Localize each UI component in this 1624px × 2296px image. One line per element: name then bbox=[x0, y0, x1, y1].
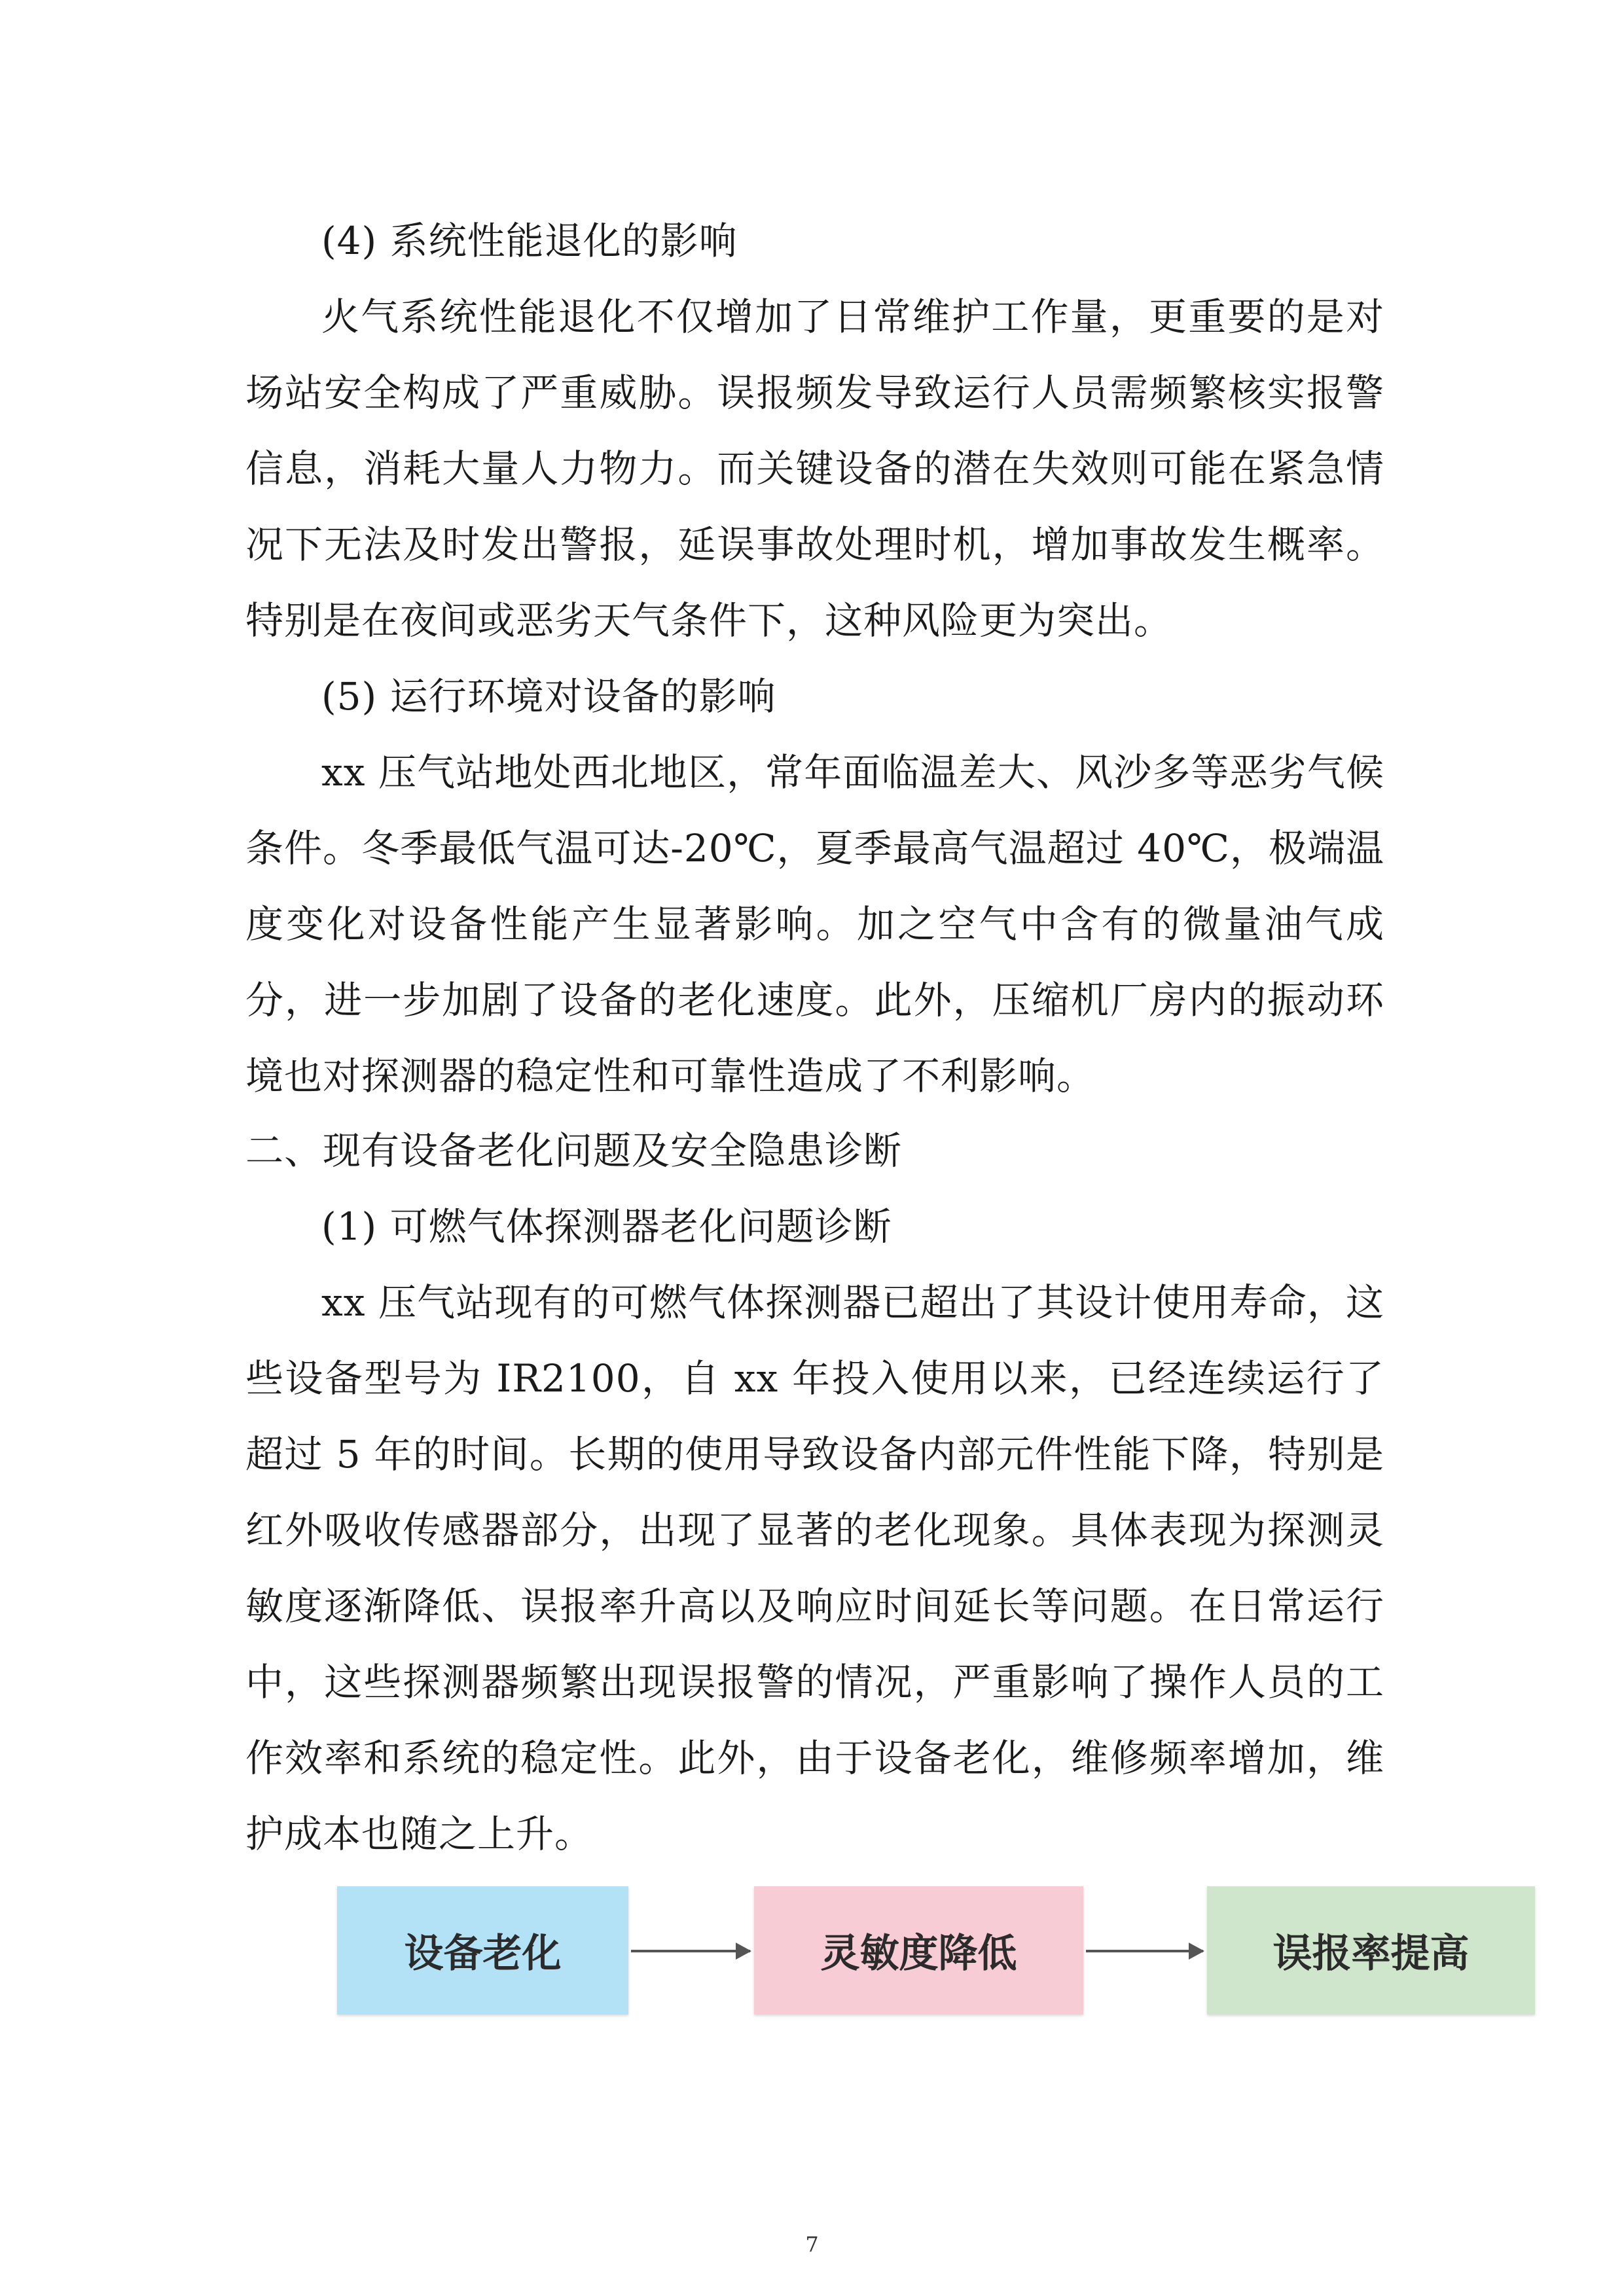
page-number: 7 bbox=[805, 2232, 819, 2257]
section-2-block bbox=[245, 1113, 1384, 1872]
aging-flowchart bbox=[337, 1886, 1535, 2017]
section-heading: 二、现有设备老化问题及安全隐患诊断 bbox=[245, 1128, 903, 1173]
sub-heading-1: (1) 可燃气体探测器老化问题诊断 bbox=[321, 1204, 892, 1249]
section-4-block bbox=[245, 203, 1384, 1114]
flow-step-false-alarm-rise: 误报率提高 bbox=[1207, 1886, 1535, 2015]
arrow-right-icon bbox=[631, 1950, 750, 1952]
flow-step-sensitivity-drop: 灵敏度降低 bbox=[754, 1886, 1083, 2015]
sub-heading-4: (4) 系统性能退化的影响 bbox=[321, 219, 738, 263]
flow-step-aging: 设备老化 bbox=[337, 1886, 628, 2015]
paragraph-5: xx 压气站地处西北地区，常年面临温差大、风沙多等恶劣气候条件。冬季最低气温可达-20℃，夏季最高气温超过 40℃，极端温度变化对设备性能产生显著影响。加之空气中含有的微量油气成分，进一步加剧了设备的老化速度。此外，压缩机厂房内的振动环境也对探测器的稳定性和可靠性造成了不利影响。 bbox=[245, 750, 1384, 1098]
paragraph-1: xx 压气站现有的可燃气体探测器已超出了其设计使用寿命，这些设备型号为 IR2100，自 xx 年投入使用以来，已经连续运行了超过 5 年的时间。长期的使用导致设备内部元件性能下降，特别是红外吸收传感器部分，出现了显著的老化现象。具体表现为探测灵敏度逐渐降低、误报率升高以及响应时间延长等问题。在日常运行中，这些探测器频繁出现误报警的情况，严重影响了操作人员的工作效率和系统的稳定性。此外，由于设备老化，维修频率增加，维护成本也随之上升。 bbox=[245, 1280, 1384, 1856]
arrow-right-icon bbox=[1086, 1950, 1203, 1952]
paragraph-4: 火气系统性能退化不仅增加了日常维护工作量，更重要的是对场站安全构成了严重威胁。误报频发导致运行人员需频繁核实报警信息，消耗大量人力物力。而关键设备的潜在失效则可能在紧急情况下无法及时发出警报，延误事故处理时机，增加事故发生概率。特别是在夜间或恶劣天气条件下，这种风险更为突出。 bbox=[245, 295, 1384, 643]
sub-heading-5: (5) 运行环境对设备的影响 bbox=[321, 674, 776, 719]
